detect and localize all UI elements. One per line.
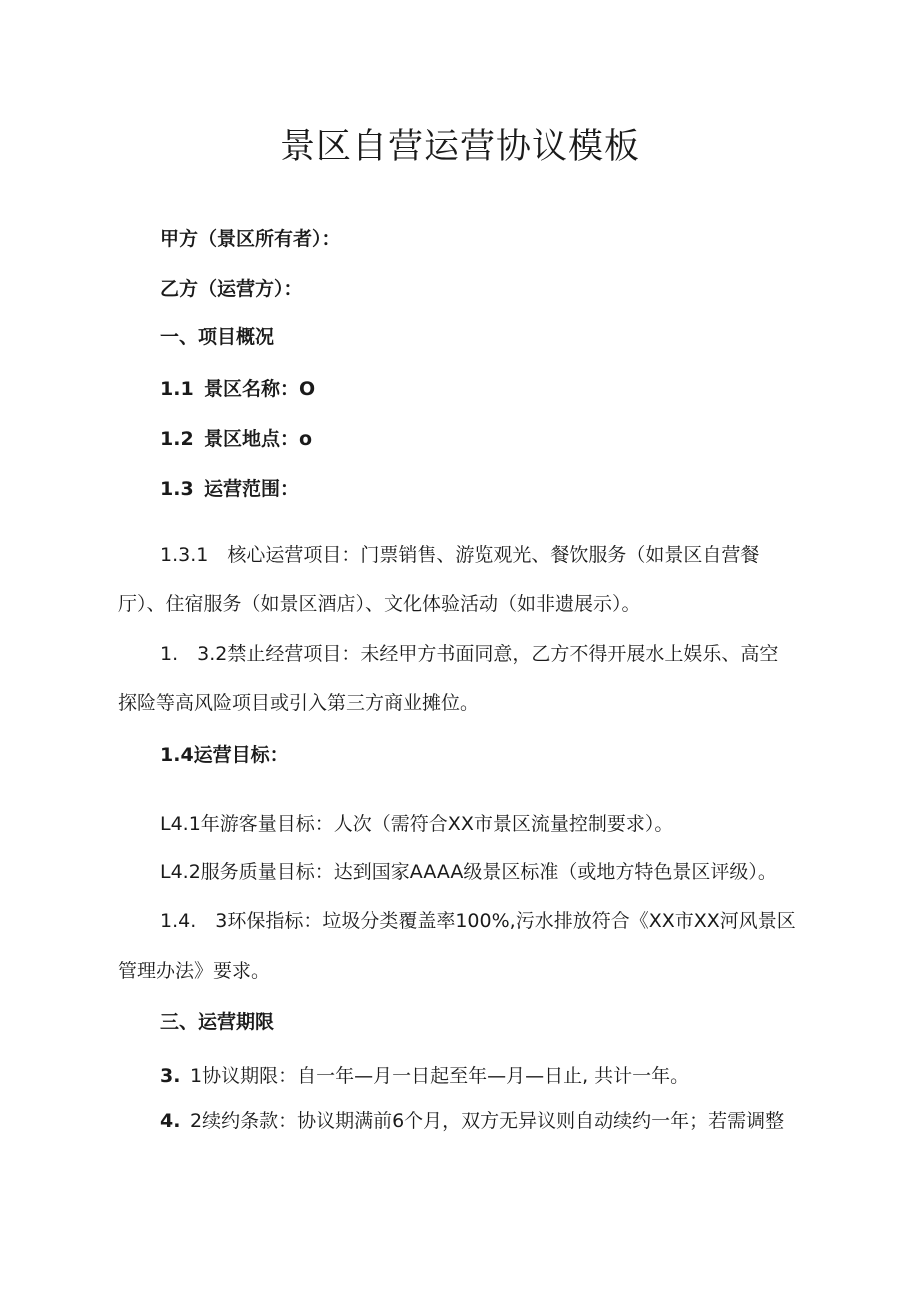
item-3-1-number: 3. bbox=[160, 1065, 181, 1087]
item-1-2 bbox=[160, 426, 312, 452]
item-1-4-heading: 1.4运营目标： bbox=[160, 744, 289, 766]
document-title: 景区自营运营协议模板 bbox=[279, 127, 640, 167]
item-1-4-3-line-1: 1.4. 3环保指标：垃圾分类覆盖率100%,污水排放符合《XX市XX河风景区 bbox=[160, 910, 796, 932]
item-1-2-number: 1.2 bbox=[160, 428, 194, 450]
item-1-3 bbox=[160, 476, 299, 502]
item-3-1-text: 1协议期限：自一年—月一日起至年—月—日止, 共计一年。 bbox=[190, 1065, 690, 1087]
party-b-label: 乙方（运营方）： bbox=[160, 278, 303, 300]
item-3-2-number: 4. bbox=[160, 1110, 181, 1132]
item-3-1 bbox=[160, 1063, 689, 1089]
item-1-3-text: 运营范围： bbox=[204, 478, 300, 500]
item-1-1-text: 景区名称：O bbox=[204, 378, 316, 400]
section-1-heading: 一、项目概况 bbox=[160, 326, 275, 348]
section-3-heading: 三、运营期限 bbox=[160, 1011, 275, 1033]
party-a-label: 甲方（景区所有者）： bbox=[160, 228, 341, 250]
item-1-2-text: 景区地点：o bbox=[204, 428, 313, 450]
item-1-4-3-line-2: 管理办法》要求。 bbox=[118, 960, 271, 982]
item-1-3-number: 1.3 bbox=[160, 478, 194, 500]
item-1-3-1-line-2: 厅）、住宿服务（如景区酒店）、文化体验活动（如非遗展示）。 bbox=[118, 593, 641, 615]
item-1-1-number: 1.1 bbox=[160, 378, 194, 400]
item-3-2 bbox=[160, 1108, 784, 1134]
item-1-1 bbox=[160, 376, 315, 402]
item-3-2-text: 2续约条款：协议期满前6个月，双方无异议则自动续约一年；若需调整 bbox=[190, 1110, 785, 1132]
item-1-3-2-line-2: 探险等高风险项目或引入第三方商业摊位。 bbox=[118, 692, 480, 714]
item-1-3-2-line-1: 1. 3.2禁止经营项目：未经甲方书面同意，乙方不得开展水上娱乐、高空 bbox=[160, 643, 779, 665]
item-1-4-1: L4.1年游客量目标：人次（需符合XX市景区流量控制要求）。 bbox=[160, 813, 674, 835]
item-1-3-1-line-1: 1.3.1 核心运营项目：门票销售、游览观光、餐饮服务（如景区自营餐 bbox=[160, 544, 760, 566]
item-1-4-2: L4.2服务质量目标：达到国家AAAA级景区标准（或地方特色景区评级）。 bbox=[160, 861, 777, 883]
